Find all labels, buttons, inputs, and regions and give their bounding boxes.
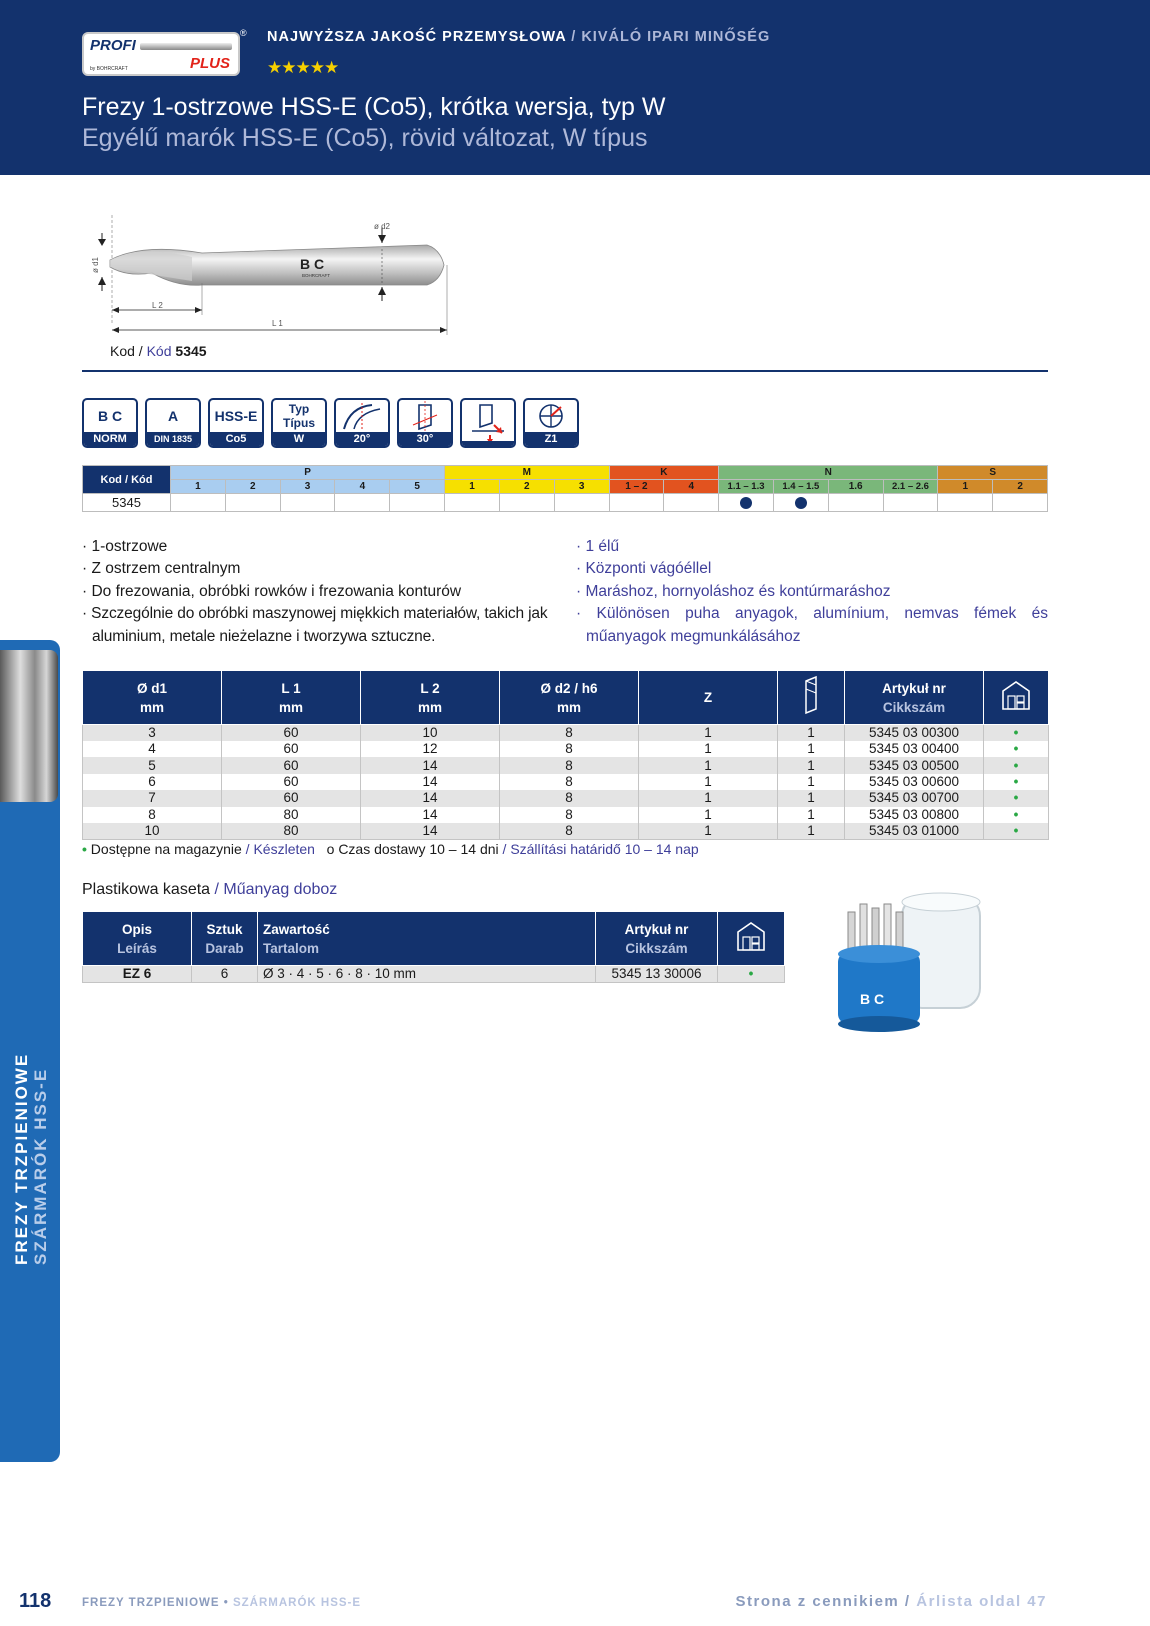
- dim-l2: L 2: [152, 301, 163, 310]
- icon-bottom-label: Co5: [210, 432, 262, 446]
- column-header: [258, 912, 596, 966]
- hss-e-co5-icon: [208, 398, 264, 448]
- table-cell: 14: [361, 823, 500, 840]
- table-cell: 1: [778, 790, 845, 806]
- dim-l1: L 1: [272, 319, 283, 328]
- icon-top-label: HSS-E: [214, 408, 258, 424]
- material-sub: 3: [554, 480, 609, 494]
- table-cell: EZ 6: [83, 966, 192, 983]
- table-row: [83, 823, 1049, 840]
- side-label-hu: SZÁRMARÓK HSS-E: [31, 1067, 50, 1265]
- column-header: [639, 671, 778, 725]
- table-cell: 60: [222, 774, 361, 790]
- table-cell: 1: [639, 725, 778, 742]
- din-1835-icon: [145, 398, 201, 448]
- table-row: [83, 966, 785, 983]
- stock-dot: •: [984, 774, 1049, 790]
- material-mark: [280, 494, 335, 512]
- in-stock-hu: Készleten: [253, 841, 315, 857]
- feature-item: · 1-ostrzowe: [82, 538, 168, 555]
- material-sub: 1.4 – 1.5: [773, 480, 828, 494]
- material-group-row: [83, 466, 1048, 480]
- table-cell: 10: [83, 823, 222, 840]
- material-sub: 1: [171, 480, 226, 494]
- column-header: [500, 671, 639, 725]
- material-mark: [445, 494, 500, 512]
- type-w-icon: [271, 398, 327, 448]
- feature-item: · Do frezowania, obróbki rowków i frezowania konturów: [82, 582, 462, 600]
- endmill-drawing: [82, 215, 502, 345]
- column-header: [361, 671, 500, 725]
- icon-top: [84, 400, 136, 432]
- table-cell: 8: [83, 807, 222, 823]
- table-cell: 5345 03 01000: [845, 823, 984, 840]
- plastic-case-table: [82, 911, 785, 983]
- page-title-pl: Frezy 1-ostrzowe HSS-E (Co5), krótka wersja, typ W: [82, 93, 666, 121]
- footer-section-pl: FREZY TRZPIENIOWE: [82, 1597, 220, 1609]
- side-label-pl: FREZY TRZPIENIOWE: [12, 1052, 31, 1265]
- table-cell: 14: [361, 774, 500, 790]
- feature-item: · 1 élű: [576, 538, 620, 555]
- rating-stars: ★★★★★: [267, 58, 339, 77]
- suitable-dot-icon: [740, 497, 752, 509]
- stock-dot: •: [984, 725, 1049, 742]
- material-sub: 2: [225, 480, 280, 494]
- stock-header-icon: [984, 671, 1049, 725]
- feature-item: · Központi vágóéllel: [576, 560, 712, 578]
- icon-top: [525, 400, 577, 432]
- table-cell: 5345 03 00600: [845, 774, 984, 790]
- flute-length-header-icon: [778, 671, 845, 725]
- material-mark: [609, 494, 664, 512]
- logo-drill-graphic: [140, 43, 232, 50]
- table-cell: 8: [500, 823, 639, 840]
- stock-dot: •: [718, 966, 785, 983]
- table-cell: 5345 13 30006: [596, 966, 718, 983]
- material-mark: [938, 494, 993, 512]
- icon-bottom-label: W: [273, 432, 325, 446]
- table-cell: 5345 03 00500: [845, 757, 984, 773]
- material-mark: [828, 494, 883, 512]
- table-cell: 14: [361, 790, 500, 806]
- angle-30-icon: [397, 398, 453, 448]
- table-row: [83, 790, 1049, 806]
- stock-dot: •: [984, 757, 1049, 773]
- material-mark: [225, 494, 280, 512]
- icon-top-label: B C: [97, 408, 123, 424]
- plastic-case-title: [82, 881, 337, 899]
- mat-kod-hu: Kód: [131, 473, 153, 486]
- icon-top-label: A: [167, 408, 179, 424]
- table-cell: 1: [778, 823, 845, 840]
- feature-item: · Maráshoz, hornyoláshoz és kontúrmaráshoz: [576, 582, 891, 600]
- section-divider: [82, 370, 1048, 372]
- stock-dot: •: [984, 807, 1049, 823]
- delivery-circle: o: [326, 841, 335, 857]
- table-cell: 14: [361, 757, 500, 773]
- icon-top: [462, 400, 514, 446]
- table-row: [83, 774, 1049, 790]
- table-row: [83, 807, 1049, 823]
- table-cell: 80: [222, 807, 361, 823]
- tagline-sep: /: [566, 29, 582, 45]
- material-sub: 3: [280, 480, 335, 494]
- material-mark: [719, 494, 774, 512]
- icon-bottom-label: Z1: [525, 432, 577, 446]
- header-hu: Leírás: [117, 940, 157, 956]
- feature-item: · Különösen puha anyagok, alumínium, nemvas fémek és műanyagok megmunkálásához: [576, 605, 1048, 645]
- material-mark: [993, 494, 1048, 512]
- column-header: [83, 671, 222, 725]
- footer-price-page: [736, 1593, 1047, 1610]
- stock-header-icon: [718, 912, 785, 966]
- icon-bottom-label: 20°: [336, 432, 388, 446]
- table-cell: 8: [500, 725, 639, 742]
- material-mark: [390, 494, 445, 512]
- side-tab-label: [12, 1053, 50, 1265]
- table-cell: 5345 03 00700: [845, 790, 984, 806]
- column-header: [596, 912, 718, 966]
- tagline-hu: KIVÁLÓ IPARI MINŐSÉG: [581, 29, 771, 45]
- case-title-hu: Műanyag doboz: [223, 881, 338, 898]
- feature-item: · Z ostrzem centralnym: [82, 560, 241, 578]
- drawing-brand: B C: [300, 256, 325, 272]
- material-group-M: M: [445, 466, 609, 480]
- product-code: [110, 343, 207, 359]
- material-code-row: [83, 494, 1048, 512]
- registered-mark: ®: [240, 28, 247, 38]
- stock-dot: •: [984, 790, 1049, 806]
- table-cell: 5345 03 00300: [845, 725, 984, 742]
- table-cell: 8: [500, 807, 639, 823]
- tagline: [267, 29, 770, 45]
- material-sub: 1: [445, 480, 500, 494]
- table-row: [83, 725, 1049, 742]
- table-cell: Ø 3 · 4 · 5 · 6 · 8 · 10 mm: [258, 966, 596, 983]
- kod-value: 5345: [175, 343, 207, 359]
- profi-plus-logo: [82, 32, 240, 76]
- header-pl: Z: [703, 690, 713, 705]
- material-sub: 4: [335, 480, 390, 494]
- icon-bottom-bar: [462, 441, 514, 446]
- footer-price-hu: Árlista oldal 47: [916, 1593, 1047, 1610]
- table-cell: 5: [83, 757, 222, 773]
- feature-item: · Szczególnie do obróbki maszynowej miękkich materiałów, takich jak aluminium, metale nieżelazne i tworzywa sztuczne.: [82, 605, 548, 645]
- icon-bottom-label: DIN 1835: [147, 432, 199, 446]
- delivery-sep: /: [498, 841, 511, 857]
- icon-top: [210, 400, 262, 432]
- table-cell: 8: [500, 790, 639, 806]
- table-cell: 8: [500, 741, 639, 757]
- tagline-pl: NAJWYŻSZA JAKOŚĆ PRZEMYSŁOWA: [267, 29, 567, 45]
- material-sub: 5: [390, 480, 445, 494]
- table-cell: 1: [639, 823, 778, 840]
- table-cell: 1: [778, 741, 845, 757]
- header-hu: Cikkszám: [625, 940, 688, 956]
- kod-label-pl: Kod: [110, 343, 135, 359]
- table-cell: 14: [361, 807, 500, 823]
- table-cell: 7: [83, 790, 222, 806]
- material-sub: 4: [664, 480, 719, 494]
- icon-top: [336, 400, 388, 432]
- material-mark: [499, 494, 554, 512]
- column-header: [83, 912, 192, 966]
- material-sub: 1: [938, 480, 993, 494]
- suitable-dot-icon: [795, 497, 807, 509]
- table-cell: 1: [639, 741, 778, 757]
- logo-sub: by BOHRCRAFT: [90, 66, 128, 72]
- footer-price-sep: /: [899, 1593, 917, 1610]
- table-cell: 8: [500, 774, 639, 790]
- icon-top-label: Typ Típus: [283, 402, 315, 430]
- footer-section-hu: SZÁRMARÓK HSS-E: [232, 1597, 362, 1609]
- stock-dot: •: [984, 741, 1049, 757]
- table-cell: 1: [778, 807, 845, 823]
- table-cell: 1: [639, 807, 778, 823]
- table-cell: 1: [639, 757, 778, 773]
- features-hu: [576, 536, 1048, 648]
- mat-kod-pl: Kod: [100, 473, 122, 486]
- icon-top: [399, 400, 451, 432]
- material-group-N: N: [719, 466, 938, 480]
- drawing-brand-sub: BOHRCRAFT: [302, 273, 330, 278]
- column-header: [222, 671, 361, 725]
- material-sub-row: [83, 480, 1048, 494]
- cutting-direction-icon: [460, 398, 516, 448]
- material-group-S: S: [938, 466, 1048, 480]
- table-row: [83, 741, 1049, 757]
- table-cell: 6: [83, 774, 222, 790]
- icon-top: [273, 400, 325, 432]
- material-mark: [335, 494, 390, 512]
- table-cell: 80: [222, 823, 361, 840]
- product-table: [82, 670, 1049, 840]
- table-cell: 4: [83, 741, 222, 757]
- page-title-hu: Egyélű marók HSS-E (Co5), rövid változat, W típus: [82, 124, 648, 152]
- footer-section-sep: •: [219, 1597, 233, 1609]
- delivery-pl: Czas dostawy 10 – 14 dni: [338, 841, 499, 857]
- column-header: [845, 671, 984, 725]
- table-cell: 5345 03 00800: [845, 807, 984, 823]
- table-cell: 12: [361, 741, 500, 757]
- header-pl: Artykuł nr: [624, 921, 689, 937]
- in-stock-sep: /: [241, 841, 254, 857]
- boc-norm-icon: [82, 398, 138, 448]
- material-sub: 2: [499, 480, 554, 494]
- kod-label-hu: Kód: [146, 343, 172, 359]
- table-cell: 1: [778, 725, 845, 742]
- table-cell: 5345 03 00400: [845, 741, 984, 757]
- material-sub: 1 – 2: [609, 480, 664, 494]
- table-cell: 1: [778, 757, 845, 773]
- table-cell: 6: [192, 966, 258, 983]
- table-cell: 1: [639, 790, 778, 806]
- in-stock-pl: Dostępne na magazynie: [90, 841, 242, 857]
- material-kod-cell: [83, 466, 171, 494]
- side-tab-endmill-image: [0, 650, 58, 802]
- icon-bottom-label: NORM: [84, 432, 136, 446]
- header-pl: Opis: [121, 921, 152, 937]
- stock-legend: [82, 841, 699, 857]
- material-sub: 2.1 – 2.6: [883, 480, 938, 494]
- case-title-sep: /: [210, 881, 224, 898]
- helix-20-icon: [334, 398, 390, 448]
- header-pl: Ø d1: [136, 680, 167, 696]
- table-cell: 10: [361, 725, 500, 742]
- page-header: [0, 0, 1150, 175]
- header-hu: mm: [139, 699, 164, 715]
- table-cell: 8: [500, 757, 639, 773]
- material-sub: 1.1 – 1.3: [719, 480, 774, 494]
- material-sub: 1.6: [828, 480, 883, 494]
- dim-d2: ø d2: [373, 222, 391, 231]
- material-group-P: P: [171, 466, 445, 480]
- header-hu: Cikkszám: [882, 699, 946, 715]
- header-pl: L 1: [281, 680, 301, 696]
- header-pl: Artykuł nr: [882, 680, 946, 696]
- delivery-hu: Szállítási határidő 10 – 14 nap: [510, 841, 699, 857]
- footer-section: [82, 1597, 361, 1609]
- material-mark: [773, 494, 828, 512]
- logo-bottom: PLUS: [189, 55, 230, 72]
- table-cell: 60: [222, 741, 361, 757]
- table-cell: 60: [222, 790, 361, 806]
- dim-d1: ø d1: [91, 256, 100, 273]
- material-mark: [554, 494, 609, 512]
- header-pl: Zawartość: [263, 921, 330, 937]
- header-pl: Sztuk: [206, 921, 243, 937]
- table-cell: 1: [778, 774, 845, 790]
- header-pl: L 2: [420, 680, 440, 696]
- case-brand: B C: [860, 991, 885, 1007]
- material-sub: 2: [993, 480, 1048, 494]
- material-group-K: K: [609, 466, 719, 480]
- plastic-case-image: [830, 890, 1000, 1040]
- technical-drawing: [82, 215, 502, 345]
- icon-top: [147, 400, 199, 432]
- page-footer: [0, 1590, 1150, 1626]
- kod-sep: /: [134, 343, 147, 359]
- header-hu: Darab: [205, 940, 244, 956]
- header-hu: mm: [556, 699, 581, 715]
- in-stock-dot: •: [82, 841, 87, 857]
- footer-price-pl: Strona z cennikiem: [735, 1593, 900, 1610]
- case-title-pl: Plastikowa kaseta: [82, 881, 211, 898]
- table-cell: 60: [222, 725, 361, 742]
- header-hu: Tartalom: [263, 940, 320, 956]
- material-mark: [883, 494, 938, 512]
- table-cell: 3: [83, 725, 222, 742]
- column-header: [192, 912, 258, 966]
- logo-top: PROFI: [90, 37, 136, 54]
- mat-kod-sep: /: [121, 473, 132, 486]
- icon-bottom-label: 30°: [399, 432, 451, 446]
- header-hu: mm: [278, 699, 303, 715]
- page-number: 118: [19, 1590, 52, 1612]
- material-mark: [171, 494, 226, 512]
- stock-dot: •: [984, 823, 1049, 840]
- material-code: 5345: [83, 494, 171, 512]
- z1-flute-icon: [523, 398, 579, 448]
- table-cell: 60: [222, 757, 361, 773]
- header-hu: mm: [417, 699, 442, 715]
- table-row: [83, 757, 1049, 773]
- table-cell: 1: [639, 774, 778, 790]
- material-suitability-table: [82, 465, 1048, 512]
- material-mark: [664, 494, 719, 512]
- header-pl: Ø d2 / h6: [540, 680, 598, 696]
- features-pl: [82, 536, 552, 648]
